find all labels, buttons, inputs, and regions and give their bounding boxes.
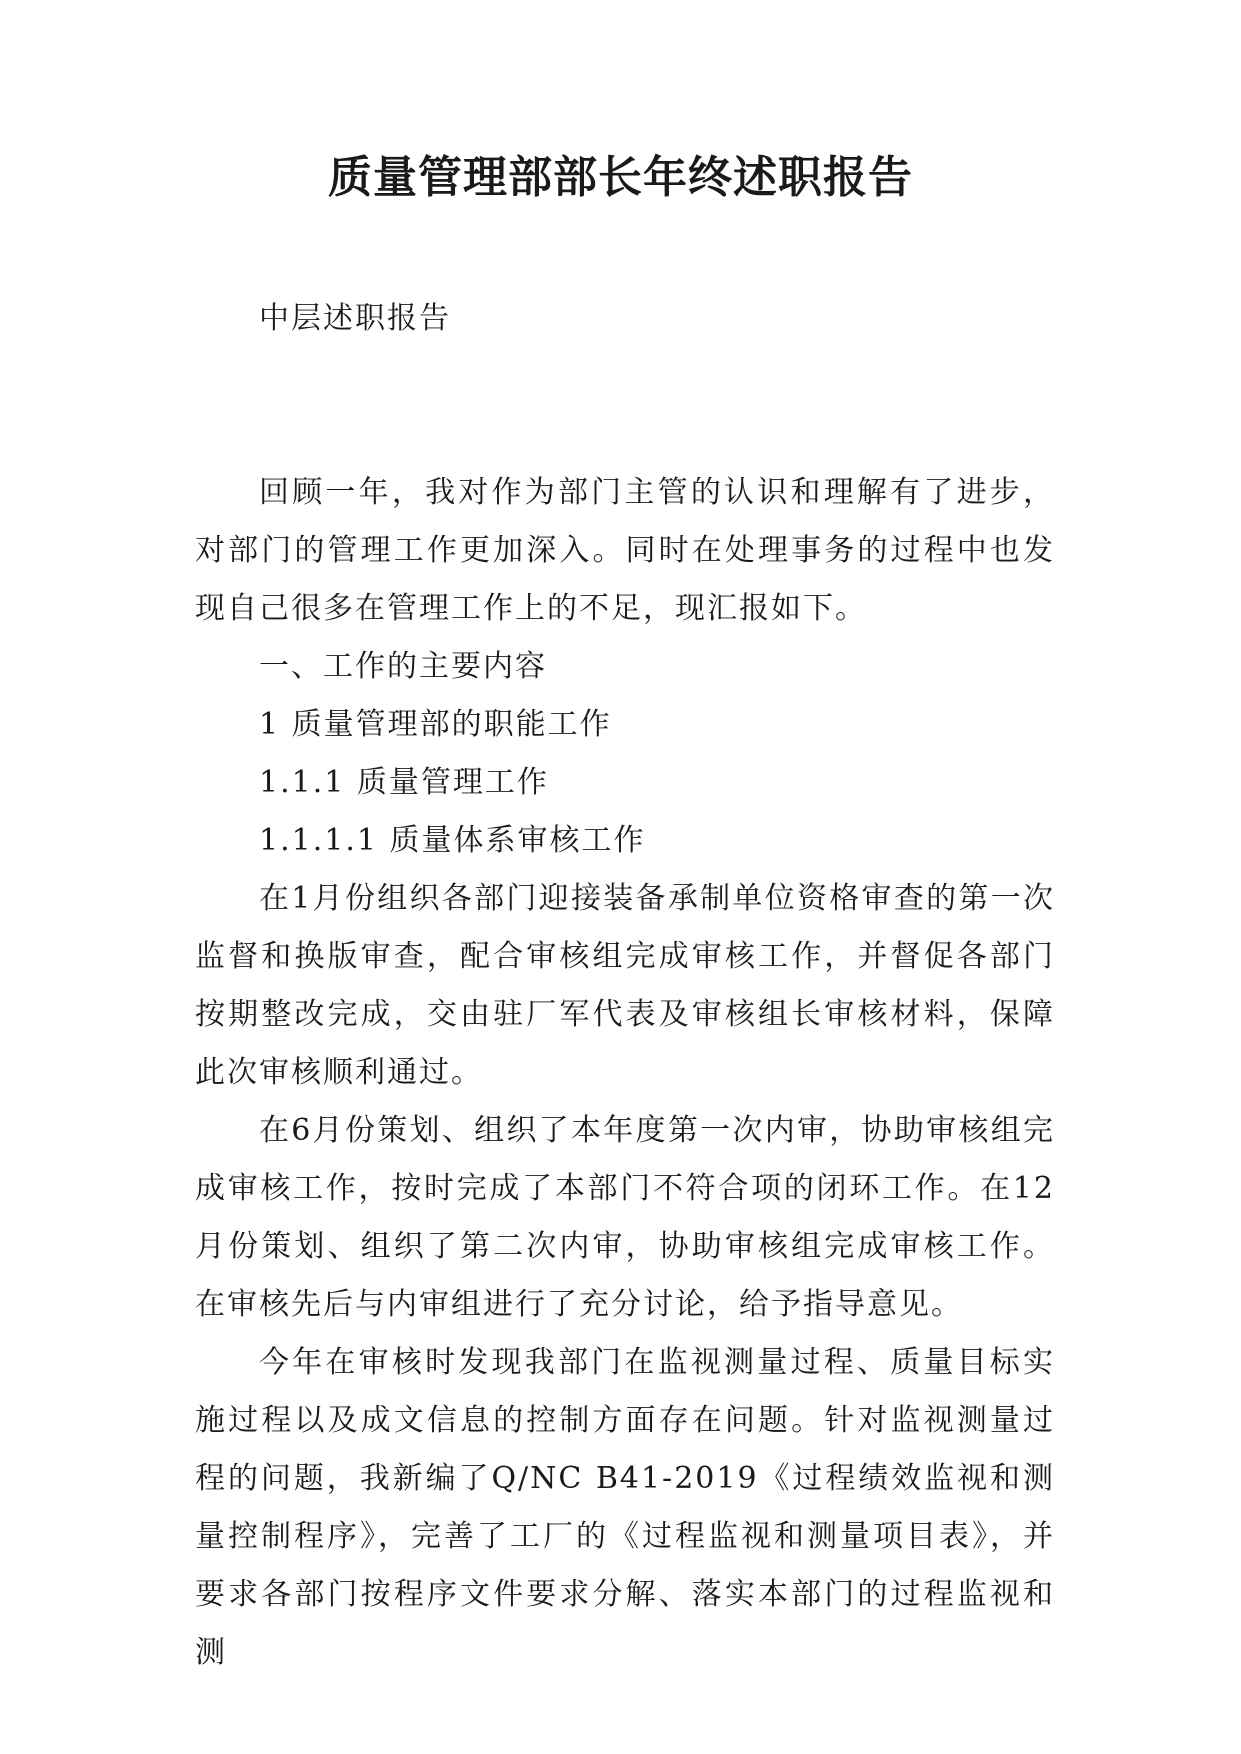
paragraph-january-review: 在1月份组织各部门迎接装备承制单位资格审查的第一次监督和换版审查，配合审核组完成审核工作，并督促各部门按期整改完成，交由驻厂军代表及审核组长审核材料，保障此次审核顺利通过。 bbox=[195, 881, 1055, 1090]
heading-section-1: 一、工作的主要内容 bbox=[259, 649, 547, 684]
document-body bbox=[195, 290, 1055, 1682]
heading-1-1-1: 1.1.1 质量管理工作 bbox=[259, 765, 549, 800]
document-title: 质量管理部部长年终述职报告 bbox=[328, 152, 913, 203]
heading-1-1-1-1: 1.1.1.1 质量体系审核工作 bbox=[259, 823, 646, 858]
paragraph-intro: 回顾一年，我对作为部门主管的认识和理解有了进步，对部门的管理工作更加深入。同时在处理事务的过程中也发现自己很多在管理工作上的不足，现汇报如下。 bbox=[195, 475, 1055, 626]
blank-spacer bbox=[195, 348, 1055, 464]
paragraph-internal-audit: 在6月份策划、组织了本年度第一次内审，协助审核组完成审核工作，按时完成了本部门不符合项的闭环工作。在12月份策划、组织了第二次内审，协助审核组完成审核工作。在审核先后与内审组进行了充分讨论，给予指导意见。 bbox=[195, 1113, 1055, 1322]
paragraph-audit-findings: 今年在审核时发现我部门在监视测量过程、质量目标实施过程以及成文信息的控制方面存在问题。针对监视测量过程的问题，我新编了Q/NC B41-2019《过程绩效监视和测量控制程序》，完善了工厂的《过程监视和测量项目表》，并要求各部门按程序文件要求分解、落实本部门的过程监视和测 bbox=[195, 1345, 1055, 1670]
heading-1: 1 质量管理部的职能工作 bbox=[259, 707, 612, 742]
document-subtitle: 中层述职报告 bbox=[259, 301, 451, 336]
